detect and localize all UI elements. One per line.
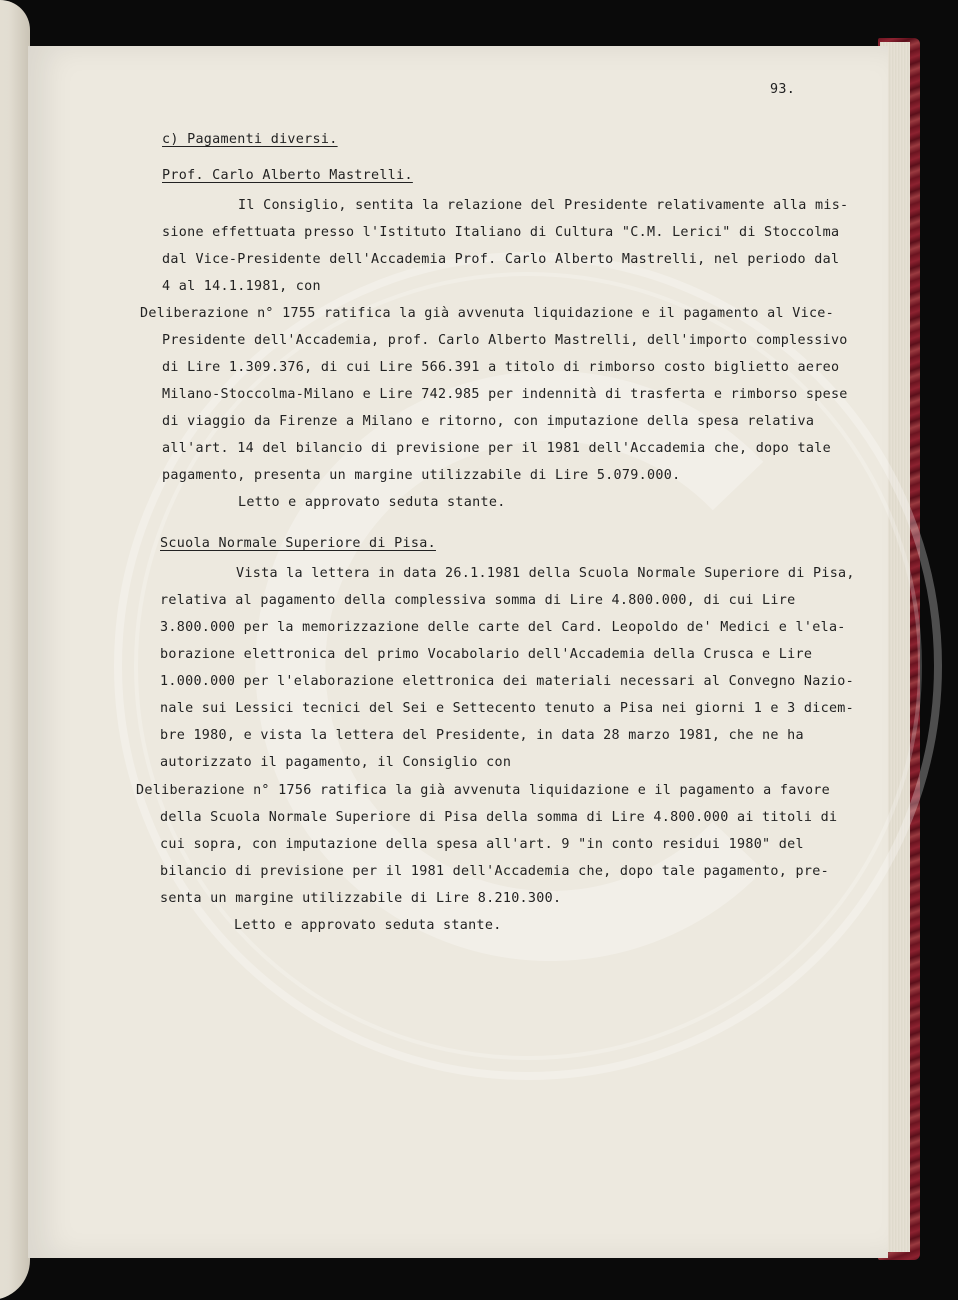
paragraph-line: 1.000.000 per l'elaborazione elettronica dei materiali necessari al Convegno Nazio- (160, 674, 855, 689)
document-page (28, 46, 888, 1258)
paragraph-line: 4 al 14.1.1981, con (162, 279, 321, 294)
deliberation-line: pagamento, presenta un margine utilizzabile di Lire 5.079.000. (162, 468, 681, 483)
deliberation-line: bilancio di previsione per il 1981 dell'Accademia che, dopo tale pagamento, pre- (160, 864, 829, 879)
entry-heading: Prof. Carlo Alberto Mastrelli. (162, 168, 413, 183)
paragraph-line: dal Vice-Presidente dell'Accademia Prof. Carlo Alberto Mastrelli, nel periodo dal (162, 252, 840, 267)
closing-line: Letto e approvato seduta stante. (238, 495, 506, 510)
paragraph-line: nale sui Lessici tecnici del Sei e Settecento tenuto a Pisa nei giorni 1 e 3 dicem- (160, 701, 855, 716)
deliberation-line: Deliberazione n° 1756 ratifica la già avvenuta liquidazione e il pagamento a favore (136, 783, 831, 798)
section-heading: c) Pagamenti diversi. (162, 132, 338, 147)
deliberation-line: Deliberazione n° 1755 ratifica la già avvenuta liquidazione e il pagamento al Vice- (140, 306, 835, 321)
deliberation-line: all'art. 14 del bilancio di previsione per il 1981 dell'Accademia che, dopo tale (162, 441, 831, 456)
paragraph-line: bre 1980, e vista la lettera del Presidente, in data 28 marzo 1981, che ne ha (160, 728, 804, 743)
entry-heading: Scuola Normale Superiore di Pisa. (160, 536, 436, 551)
deliberation-line: senta un margine utilizzabile di Lire 8.210.300. (160, 891, 562, 906)
deliberation-line: Milano-Stoccolma-Milano e Lire 742.985 per indennità di trasferta e rimborso spese (162, 387, 848, 402)
closing-line: Letto e approvato seduta stante. (234, 918, 502, 933)
paragraph-line: Il Consiglio, sentita la relazione del Presidente relativamente alla mis- (238, 198, 849, 213)
deliberation-line: di Lire 1.309.376, di cui Lire 566.391 a titolo di rimborso costo biglietto aereo (162, 360, 840, 375)
deliberation-line: della Scuola Normale Superiore di Pisa della somma di Lire 4.800.000 ai titoli di (160, 810, 838, 825)
paragraph-line: Vista la lettera in data 26.1.1981 della Scuola Normale Superiore di Pisa, (236, 566, 855, 581)
deliberation-line: cui sopra, con imputazione della spesa all'art. 9 "in conto residui 1980" del (160, 837, 804, 852)
deliberation-line: Presidente dell'Accademia, prof. Carlo Alberto Mastrelli, dell'importo complessivo (162, 333, 848, 348)
paragraph-line: 3.800.000 per la memorizzazione delle carte del Card. Leopoldo de' Medici e l'ela- (160, 620, 846, 635)
paragraph-line: autorizzato il pagamento, il Consiglio con (160, 755, 512, 770)
copyright-watermark (88, 226, 958, 1106)
page-number: 93. (770, 82, 796, 97)
paragraph-line: borazione elettronica del primo Vocabolario dell'Accademia della Crusca e Lire (160, 647, 813, 662)
deliberation-line: di viaggio da Firenze a Milano e ritorno, con imputazione della spesa relativa (162, 414, 815, 429)
facing-page-edge (0, 0, 30, 1300)
paragraph-line: relativa al pagamento della complessiva somma di Lire 4.800.000, di cui Lire (160, 593, 796, 608)
paragraph-line: sione effettuata presso l'Istituto Italiano di Cultura "C.M. Lerici" di Stoccolma (162, 225, 840, 240)
